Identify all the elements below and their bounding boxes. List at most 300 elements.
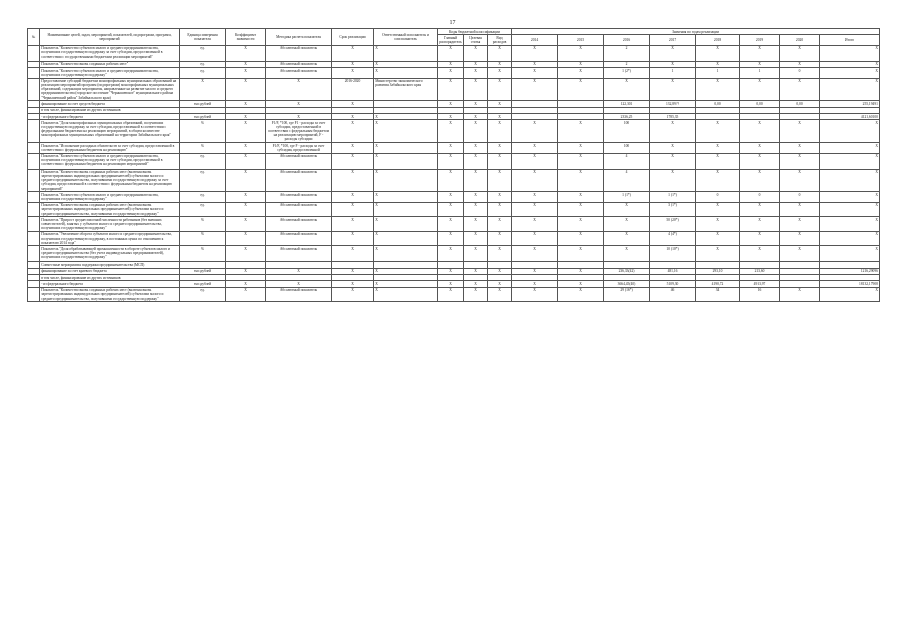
row-year-value-cell: 100 — [604, 120, 650, 143]
row-method-cell: Х — [266, 78, 332, 101]
row-budget-cell: Х — [464, 143, 488, 153]
row-year-value-cell: Х — [650, 78, 696, 101]
row-year-value-cell: 4190,72 — [696, 281, 740, 287]
header-year: 2015 — [558, 35, 604, 45]
row-unit-cell: тыс.рублей — [180, 268, 226, 274]
row-year-value-cell: Х — [512, 202, 558, 217]
header-values-group: Значения по годам реализации — [512, 29, 880, 35]
header-year: 2017 — [650, 35, 696, 45]
row-method-cell: Х — [266, 281, 332, 287]
row-unit-cell: ед. — [180, 202, 226, 217]
row-year-value-cell: Х — [512, 169, 558, 192]
row-unit-cell: % — [180, 246, 226, 262]
row-year-value-cell: Х — [558, 231, 604, 246]
row-budget-cell: Х — [488, 246, 512, 262]
row-coef-cell: Х — [226, 61, 266, 67]
header-num: № — [28, 29, 40, 46]
header-budget-col: Главный распорядитель — [439, 35, 462, 45]
row-method-cell: Абсолютный показатель — [266, 45, 332, 61]
table-body — [28, 45, 880, 302]
row-year-value-cell: Х — [558, 217, 604, 232]
row-term-cell: Х — [332, 231, 374, 246]
row-year-value-cell: Х — [696, 153, 740, 169]
header-budget-col: Вид расходов — [488, 35, 512, 45]
header-total: Итого — [820, 35, 880, 45]
row-year-value-cell: Х — [696, 143, 740, 153]
row-year-value-cell: 4913,97 — [740, 281, 780, 287]
row-budget-cell: Х — [438, 217, 464, 232]
row-year-value-cell: Х — [558, 143, 604, 153]
row-year-value-cell: 1 (2*) — [604, 68, 650, 78]
row-year-value-cell: Х — [780, 45, 820, 61]
row-year-value-cell: 0,00 — [780, 101, 820, 107]
table-row — [28, 153, 880, 169]
row-method-cell: Х — [266, 113, 332, 119]
row-year-value-cell: 0 — [780, 192, 820, 202]
row-year-value-cell: Х — [780, 153, 820, 169]
row-budget-cell: Х — [488, 153, 512, 169]
row-total-cell: Х — [820, 68, 880, 78]
row-year-value-cell: 132,89?? — [650, 101, 696, 107]
row-method-cell: Абсолютный показатель — [266, 217, 332, 232]
row-year-value-cell: 4 — [604, 169, 650, 192]
row-term-cell: Х — [332, 192, 374, 202]
row-term-cell: Х — [332, 101, 374, 107]
row-term-cell: Х — [332, 153, 374, 169]
row-budget-cell: Х — [488, 268, 512, 274]
row-responsible-cell: Х — [374, 61, 438, 67]
row-term-cell: Х — [332, 268, 374, 274]
row-budget-cell: Х — [438, 61, 464, 67]
row-term-cell: Х — [332, 202, 374, 217]
row-name-cell: Показатель "Количество субъектов малого и среднего предпринимательства, получивших государственную поддержку за счет субсидии, предоставленной в соответствии с федеральным бюджетом на реализацию мероприятий" — [40, 153, 180, 169]
table-row — [28, 231, 880, 246]
row-total-cell: Х — [820, 120, 880, 143]
row-term-cell: Х — [332, 68, 374, 78]
row-coef-cell: Х — [226, 192, 266, 202]
row-budget-cell: Х — [464, 281, 488, 287]
row-budget-cell: Х — [488, 45, 512, 61]
row-unit-cell: тыс.рублей — [180, 101, 226, 107]
header-unit: Единица измерения показателя — [180, 29, 226, 46]
header-year: 2020 — [780, 35, 820, 45]
row-unit-cell: Х — [180, 78, 226, 101]
row-year-value-cell: Х — [780, 231, 820, 246]
row-unit-cell: % — [180, 217, 226, 232]
row-name-cell: Показатель "Количество субъектов малого и среднего предпринимательства, получивших государственную поддержку" — [40, 68, 180, 78]
row-total-cell: Х — [820, 231, 880, 246]
header-year: 2018 — [696, 35, 740, 45]
row-unit-cell: ед. — [180, 45, 226, 61]
row-responsible-cell: Министерство экономического развития Забайкальского края — [374, 78, 438, 101]
row-number-cell — [28, 153, 40, 169]
row-responsible-cell: Х — [374, 113, 438, 119]
row-year-value-cell: Х — [558, 61, 604, 67]
row-year-value-cell: Х — [740, 217, 780, 232]
row-year-value-cell: Х — [558, 169, 604, 192]
row-name-cell: Показатель "Прирост среднесписочной численности работников (без внешних совместителей), занятых у субъектов малого и среднего предпринимательства, получивших государственную поддержку" — [40, 217, 180, 232]
row-responsible-cell: Х — [374, 281, 438, 287]
row-responsible-cell: Х — [374, 268, 438, 274]
row-unit-cell: ед. — [180, 68, 226, 78]
row-total-cell: Х — [820, 287, 880, 302]
header-year: 2014 — [512, 35, 558, 45]
row-responsible-cell: Х — [374, 192, 438, 202]
row-year-value-cell: Х — [512, 268, 558, 274]
row-year-value-cell: Х — [512, 217, 558, 232]
row-number-cell — [28, 246, 40, 262]
row-budget-cell: Х — [464, 246, 488, 262]
row-budget-cell: Х — [464, 192, 488, 202]
row-year-value-cell: 0 — [740, 192, 780, 202]
row-year-value-cell: Х — [696, 202, 740, 217]
row-total-cell: Х — [820, 45, 880, 61]
row-coef-cell: Х — [226, 113, 266, 119]
row-year-value-cell: Х — [696, 231, 740, 246]
row-total-cell: Х — [820, 143, 880, 153]
row-name-cell: Показатель "Количество вновь созданных рабочих мест (включая вновь зарегистрированных индивидуальных предпринимателей) субъектами малого и среднего предпринимательства, получившими государственную поддержку за счет субсидии, предоставленной в соответствии с федеральным бюджетом на реализацию мероприятий" — [40, 169, 180, 192]
row-budget-cell: Х — [438, 113, 464, 119]
table-row — [28, 45, 880, 61]
row-budget-cell: Х — [488, 287, 512, 302]
row-year-value-cell: 34 — [696, 287, 740, 302]
row-term-cell: Х — [332, 217, 374, 232]
row-coef-cell: Х — [226, 217, 266, 232]
row-year-value-cell: Х — [650, 153, 696, 169]
row-budget-cell: Х — [438, 281, 464, 287]
row-year-value-cell: Х — [740, 120, 780, 143]
row-year-value-cell: 1 — [696, 68, 740, 78]
header-name: Наименование целей, задач, мероприятий, показателей, подпрограмм, программ, мероприятий — [40, 29, 180, 46]
row-term-cell: Х — [332, 113, 374, 119]
row-coef-cell: Х — [226, 143, 266, 153]
row-method-cell: Абсолютный показатель — [266, 202, 332, 217]
row-method-cell: Абсолютный показатель — [266, 246, 332, 262]
row-year-value-cell: Х — [512, 281, 558, 287]
row-year-value-cell: Х — [650, 169, 696, 192]
row-unit-cell: ед. — [180, 287, 226, 302]
row-number-cell — [28, 192, 40, 202]
row-unit-cell: ед. — [180, 61, 226, 67]
row-number-cell — [28, 217, 40, 232]
row-year-value-cell: 1 (1*) — [604, 192, 650, 202]
row-coef-cell: Х — [226, 78, 266, 101]
row-responsible-cell: Х — [374, 143, 438, 153]
header-year: 2016 — [604, 35, 650, 45]
row-budget-cell: Х — [438, 268, 464, 274]
row-budget-cell: Х — [464, 78, 488, 101]
row-coef-cell: Х — [226, 68, 266, 78]
row-year-value-cell: Х — [650, 45, 696, 61]
row-responsible-cell: Х — [374, 45, 438, 61]
row-year-value-cell: Х — [558, 202, 604, 217]
row-budget-cell: Х — [438, 287, 464, 302]
row-responsible-cell: Х — [374, 68, 438, 78]
row-budget-cell: Х — [488, 68, 512, 78]
row-method-cell: Абсолютный показатель — [266, 61, 332, 67]
program-table — [27, 28, 880, 302]
row-budget-cell: Х — [464, 68, 488, 78]
row-year-value-cell: Х — [740, 61, 780, 67]
row-budget-cell: Х — [438, 202, 464, 217]
row-year-value-cell: Х — [604, 217, 650, 232]
table-row — [28, 287, 880, 302]
row-year-value-cell: Х — [780, 169, 820, 192]
header-year: 2019 — [740, 35, 780, 45]
row-year-value-cell: Х — [512, 120, 558, 143]
row-year-value-cell: Х — [512, 61, 558, 67]
row-number-cell — [28, 143, 40, 153]
row-responsible-cell: Х — [374, 202, 438, 217]
row-total-cell: Х — [820, 202, 880, 217]
row-year-value-cell: 10 (10*) — [650, 246, 696, 262]
row-unit-cell: ед. — [180, 153, 226, 169]
row-year-value-cell: Х — [740, 153, 780, 169]
row-total-cell: 4121,60100 — [820, 113, 880, 119]
row-budget-cell: Х — [438, 101, 464, 107]
row-term-cell: Х — [332, 120, 374, 143]
row-name-cell: в том числе, финансирование из других источников: — [40, 275, 180, 281]
row-name-cell: Совместные мероприятия поддержки предпринимательства (МСП) — [40, 262, 180, 268]
row-budget-cell: Х — [438, 120, 464, 143]
row-year-value-cell: Х — [740, 78, 780, 101]
row-budget-cell: Х — [488, 192, 512, 202]
row-year-value-cell: Х — [558, 153, 604, 169]
row-coef-cell: Х — [226, 202, 266, 217]
row-name-cell: Показатель "Количество вновь созданных рабочих мест (включая вновь зарегистрированных индивидуальных предпринимателей) субъектами малого и среднего предпринимательства, получившими государственную поддержку" — [40, 287, 180, 302]
row-year-value-cell: 1785,35 — [650, 113, 696, 119]
row-year-value-cell: 236,33(42) — [604, 268, 650, 274]
row-year-value-cell: Х — [512, 78, 558, 101]
row-responsible-cell: Х — [374, 120, 438, 143]
row-year-value-cell: 0 — [780, 68, 820, 78]
row-budget-cell: Х — [464, 153, 488, 169]
row-coef-cell: Х — [226, 45, 266, 61]
row-budget-cell: Х — [488, 231, 512, 246]
row-year-value-cell: Х — [780, 61, 820, 67]
row-coef-cell: Х — [226, 153, 266, 169]
row-budget-cell: Х — [464, 202, 488, 217]
row-year-value-cell: 0 — [696, 192, 740, 202]
row-name-cell: Предоставление субсидий бюджетам монопрофильных муниципальных образований на реализацию мероприятий программ (подпрограмм) монопрофильных муниципальных образований, содержащих мероприятия, направленные на развитие малого и среднего предпринимательства (городское поселение "Чернышевское" муниципального района "Чернышевский район" Забайкальского края) — [40, 78, 180, 101]
row-year-value-cell: 2336,25 — [604, 113, 650, 119]
row-responsible-cell: Х — [374, 169, 438, 192]
row-coef-cell: Х — [226, 101, 266, 107]
row-budget-cell: Х — [488, 217, 512, 232]
row-year-value-cell: Х — [512, 153, 558, 169]
row-budget-cell: Х — [464, 120, 488, 143]
row-budget-cell: Х — [438, 143, 464, 153]
table-row — [28, 217, 880, 232]
row-term-cell: Х — [332, 287, 374, 302]
table-row — [28, 246, 880, 262]
row-budget-cell: Х — [464, 268, 488, 274]
row-method-cell: Х — [266, 101, 332, 107]
row-year-value-cell: Х — [512, 192, 558, 202]
header-method: Методика расчета показателя — [266, 29, 332, 46]
header-coef: Коэффициент значимости — [226, 29, 266, 46]
row-budget-cell: Х — [488, 169, 512, 192]
row-number-cell — [28, 231, 40, 246]
row-year-value-cell: Х — [558, 45, 604, 61]
row-year-value-cell: 16 — [740, 287, 780, 302]
row-total-cell: Х — [820, 153, 880, 169]
row-budget-cell: Х — [464, 287, 488, 302]
row-total-cell: 255,19491 — [820, 101, 880, 107]
row-year-value-cell: Х — [512, 143, 558, 153]
row-year-value-cell: Х — [512, 231, 558, 246]
row-term-cell: Х — [332, 143, 374, 153]
row-total-cell: Х — [820, 217, 880, 232]
row-year-value-cell: 4 — [604, 153, 650, 169]
row-term-cell: Х — [332, 246, 374, 262]
row-number-cell — [28, 78, 40, 101]
row-unit-cell: ед. — [180, 192, 226, 202]
row-term-cell: 2016-2020 — [332, 78, 374, 101]
row-budget-cell: Х — [438, 78, 464, 101]
row-year-value-cell: 122,301 — [604, 101, 650, 107]
row-budget-cell: Х — [438, 153, 464, 169]
row-year-value-cell: Х — [604, 231, 650, 246]
row-budget-cell: Х — [438, 68, 464, 78]
row-number-cell — [28, 68, 40, 78]
row-number-cell — [28, 45, 40, 61]
row-responsible-cell: Х — [374, 217, 438, 232]
row-year-value-cell: Х — [780, 78, 820, 101]
row-year-value-cell: Х — [604, 202, 650, 217]
row-name-cell: Показатель "Количество вновь созданных рабочих мест" — [40, 61, 180, 67]
row-coef-cell: Х — [226, 231, 266, 246]
row-name-cell: Показатель "Количество субъектов малого и среднего предпринимательства, получивших государственную поддержку за счет субсидии, предоставленной в соответствии с государственными бюджетами реализации мероприятий" — [40, 45, 180, 61]
row-year-value-cell: Х — [558, 268, 604, 274]
row-year-value-cell: Х — [512, 68, 558, 78]
row-total-cell: Х — [820, 78, 880, 101]
row-year-value-cell: 46 — [650, 287, 696, 302]
row-responsible-cell: Х — [374, 246, 438, 262]
row-name-cell: Показатель "Увеличение оборота субъектов малого и среднего предпринимательства, получивших государственную поддержку, в постоянных ценах по отношению к показателю 2014 года" — [40, 231, 180, 246]
row-total-cell: Х — [820, 246, 880, 262]
row-name-cell: - из федерального бюджета — [40, 113, 180, 119]
row-term-cell: Х — [332, 169, 374, 192]
row-budget-cell: Х — [488, 113, 512, 119]
row-name-cell: в том числе, финансирование из других источников: — [40, 107, 180, 113]
row-year-value-cell: 3664,45(40) — [604, 281, 650, 287]
row-year-value-cell: 29 (16*) — [604, 287, 650, 302]
row-name-cell: - из федерального бюджета — [40, 281, 180, 287]
row-total-cell: Х — [820, 169, 880, 192]
header-budget-col: Целевая статья — [464, 35, 488, 45]
row-coef-cell: Х — [226, 120, 266, 143]
header-term: Срок реализации — [332, 29, 374, 46]
row-year-value-cell: Х — [604, 78, 650, 101]
row-term-cell: Х — [332, 61, 374, 67]
row-year-value-cell: 100 — [604, 143, 650, 153]
row-total-cell: Х — [820, 192, 880, 202]
row-coef-cell: Х — [226, 169, 266, 192]
row-coef-cell: Х — [226, 281, 266, 287]
row-number-cell — [28, 287, 40, 302]
row-year-value-cell: 0,00 — [740, 101, 780, 107]
row-budget-cell: Х — [464, 217, 488, 232]
row-year-value-cell: Х — [740, 246, 780, 262]
row-year-value-cell: Х — [696, 169, 740, 192]
row-budget-cell: Х — [464, 45, 488, 61]
row-year-value-cell: 0,00 — [696, 101, 740, 107]
row-year-value-cell: Х — [740, 45, 780, 61]
row-year-value-cell: Х — [558, 287, 604, 302]
row-year-value-cell: Х — [780, 287, 820, 302]
page-number: 17 — [449, 20, 456, 26]
row-number-cell — [28, 120, 40, 143]
row-year-value-cell: 2 — [604, 45, 650, 61]
row-name-cell: финансирование за счет краевого бюджета — [40, 268, 180, 274]
row-total-cell: Х — [820, 61, 880, 67]
row-responsible-cell: Х — [374, 153, 438, 169]
row-year-value-cell: 1 (1*) — [650, 192, 696, 202]
row-budget-cell: Х — [438, 45, 464, 61]
table-row — [28, 169, 880, 192]
row-year-value-cell: Х — [740, 202, 780, 217]
row-method-cell: Абсолютный показатель — [266, 169, 332, 192]
row-name-cell: Показатель "Исполнение расходных обязательств за счет субсидии, предоставленной в соответствии с федеральным бюджетом на реализацию" — [40, 143, 180, 153]
row-budget-cell: Х — [488, 61, 512, 67]
row-budget-cell: Х — [464, 61, 488, 67]
row-responsible-cell: Х — [374, 231, 438, 246]
header-budget-group: Коды бюджетной классификации — [438, 29, 512, 35]
row-year-value-cell: 5109,30 — [650, 281, 696, 287]
row-method-cell: F1/F, *100, где F - расходы за счет субсидии, предоставленной — [266, 143, 332, 153]
row-year-value-cell: Х — [512, 45, 558, 61]
row-year-value-cell: Х — [512, 287, 558, 302]
row-year-value-cell: Х — [740, 169, 780, 192]
row-method-cell: Абсолютный показатель — [266, 287, 332, 302]
table-row — [28, 202, 880, 217]
row-year-value-cell: 293,10 — [696, 268, 740, 274]
row-total-cell: 18132,17908 — [820, 281, 880, 287]
row-year-value-cell: Х — [696, 217, 740, 232]
row-year-value-cell: 2 — [604, 61, 650, 67]
row-budget-cell: Х — [464, 113, 488, 119]
row-budget-cell: Х — [488, 78, 512, 101]
row-unit-cell: % — [180, 120, 226, 143]
row-budget-cell: Х — [438, 192, 464, 202]
row-year-value-cell: Х — [780, 202, 820, 217]
table-row — [28, 143, 880, 153]
row-name-cell: Показатель "Количество вновь созданных рабочих мест (включая вновь зарегистрированных индивидуальных предпринимателей) субъектами малого и среднего предпринимательства, получившими государственную поддержку" — [40, 202, 180, 217]
row-unit-cell: тыс.рублей — [180, 113, 226, 119]
row-budget-cell: Х — [438, 169, 464, 192]
row-year-value-cell: 50 (20*) — [650, 217, 696, 232]
row-total-cell: 1216,29096 — [820, 268, 880, 274]
header-responsible: Ответственный исполнитель и соисполнитель — [374, 29, 438, 46]
row-year-value-cell: Х — [780, 143, 820, 153]
row-year-value-cell: Х — [780, 120, 820, 143]
row-year-value-cell: Х — [604, 246, 650, 262]
row-budget-cell: Х — [464, 169, 488, 192]
row-year-value-cell: Х — [558, 281, 604, 287]
row-year-value-cell: 481,16 — [650, 268, 696, 274]
row-budget-cell: Х — [464, 101, 488, 107]
row-method-cell: Х — [266, 268, 332, 274]
row-year-value-cell: 1 — [650, 68, 696, 78]
row-number-cell — [28, 202, 40, 217]
row-budget-cell: Х — [438, 246, 464, 262]
row-year-value-cell: 4 (4*) — [650, 231, 696, 246]
row-unit-cell: тыс.рублей — [180, 281, 226, 287]
row-method-cell: Абсолютный показатель — [266, 192, 332, 202]
row-name-cell: финансирование за счет средств бюджета — [40, 101, 180, 107]
row-budget-cell: Х — [488, 202, 512, 217]
